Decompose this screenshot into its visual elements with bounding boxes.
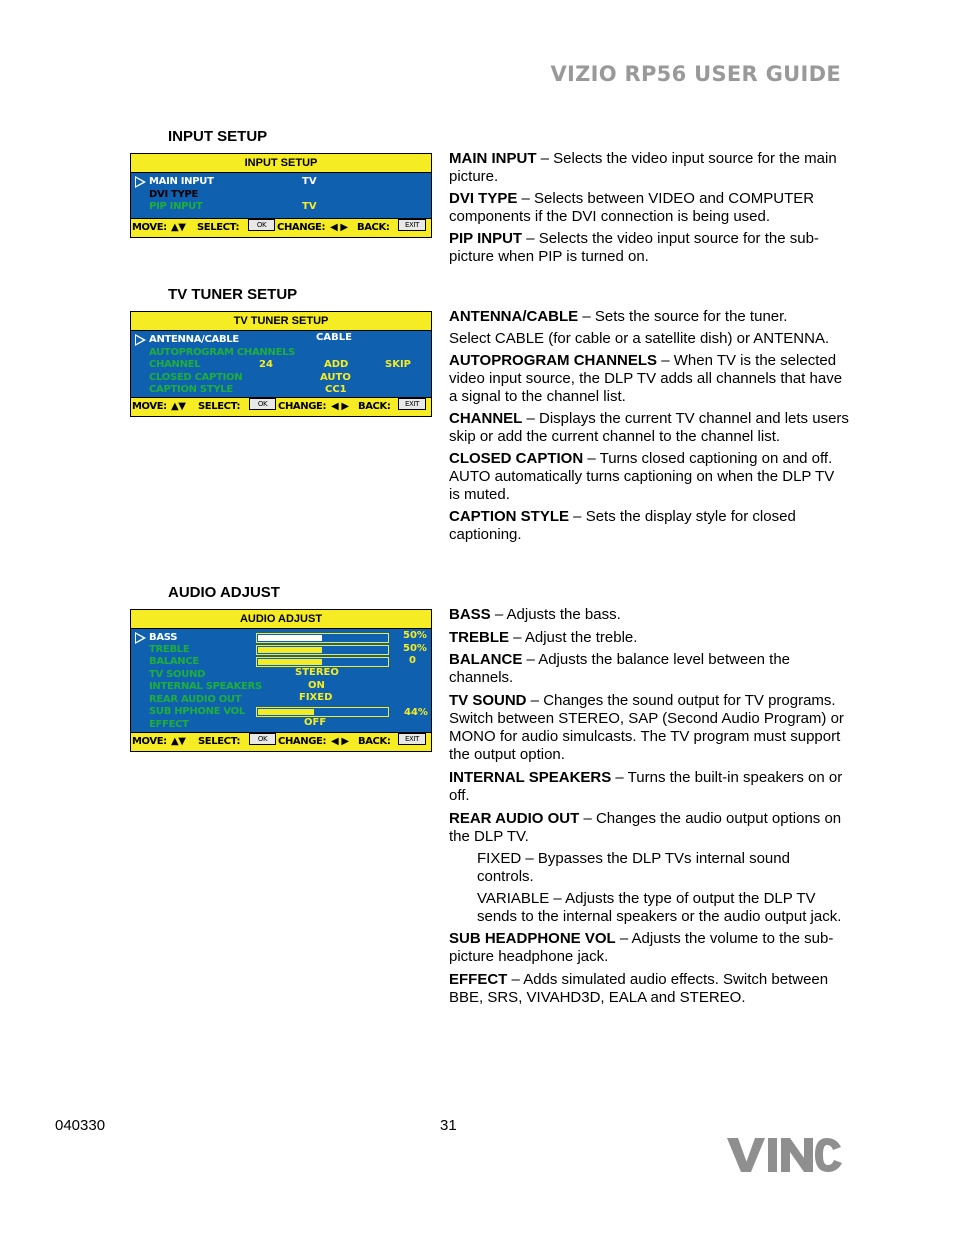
move-label: MOVE: xyxy=(132,736,167,747)
description-closed-caption: CLOSED CAPTION – Turns closed captioning on and off. AUTO automatically turns captioning on when the DLP TV is muted. xyxy=(449,450,835,503)
level-bar-fill xyxy=(258,659,322,665)
description-autoprogram-channels: AUTOPROGRAM CHANNELS – When TV is the selected video input source, the DLP TV adds all channels that have a signal to the channel list. xyxy=(449,352,843,405)
page-number: 31 xyxy=(440,1117,457,1134)
menu-row-pip-input[interactable] xyxy=(131,200,431,213)
description-internal-speakers: INTERNAL SPEAKERS – Turns the built-in speakers on or off. xyxy=(449,769,843,804)
description-variable: VARIABLE – Adjusts the type of output the DLP TV sends to the internal speakers or the audio output jack. xyxy=(477,890,842,925)
up-down-arrows-icon: ▲▼ xyxy=(171,401,186,412)
input-setup-descriptions xyxy=(449,150,849,266)
menu-row-value: TV xyxy=(302,176,317,187)
menu-row-label: DVI TYPE xyxy=(149,189,199,200)
left-right-arrows-icon: ◀ ▶ xyxy=(331,736,349,747)
menu-row-value: CC1 xyxy=(325,384,347,395)
menu-row-label: AUTOPROGRAM CHANNELS xyxy=(149,347,296,358)
tv-tuner-setup-menu xyxy=(130,311,432,417)
menu-row-main-input[interactable] xyxy=(131,175,431,188)
select-label: SELECT: xyxy=(198,736,241,747)
menu-row-label: PIP INPUT xyxy=(149,201,203,212)
description-select-cable: Select CABLE (for cable or a satellite dish) or ANTENNA. xyxy=(449,330,830,347)
menu-row-label: CHANNEL xyxy=(149,359,201,370)
description-channel: CHANNEL – Displays the current TV channel and lets users skip or add the current channel to the channel list. xyxy=(449,410,849,445)
menu-row-sub-hphone-vol[interactable] xyxy=(131,705,431,718)
menu-row-value-2: SKIP xyxy=(385,359,412,370)
ok-key-icon: OK xyxy=(249,733,276,745)
selection-arrow-icon xyxy=(135,176,146,188)
menu-footer xyxy=(131,397,431,416)
menu-row-caption-style[interactable] xyxy=(131,383,431,396)
menu-row-label: BASS xyxy=(149,632,178,643)
section-heading-tv-tuner-setup: TV TUNER SETUP xyxy=(168,286,298,303)
ok-key-icon: OK xyxy=(249,398,276,410)
menu-row-balance[interactable] xyxy=(131,655,431,668)
menu-row-value: FIXED xyxy=(299,692,333,703)
document-title: VIZIO RP56 USER GUIDE xyxy=(550,62,841,86)
selection-arrow-icon xyxy=(135,334,146,346)
exit-key-icon: EXIT xyxy=(398,733,426,745)
menu-row-label: REAR AUDIO OUT xyxy=(149,694,242,705)
description-bass: BASS – Adjusts the bass. xyxy=(449,606,621,623)
level-bar[interactable] xyxy=(256,633,389,643)
menu-row-label: SUB HPHONE VOL xyxy=(149,706,245,717)
menu-row-label: CLOSED CAPTION xyxy=(149,372,243,383)
channel-number: 24 xyxy=(259,359,273,370)
input-setup-menu xyxy=(130,153,432,238)
description-caption-style: CAPTION STYLE – Sets the display style for closed captioning. xyxy=(449,508,796,543)
description-effect: EFFECT – Adds simulated audio effects. Switch between BBE, SRS, VIVAHD3D, EALA and STEREO. xyxy=(449,971,829,1006)
ok-key-icon: OK xyxy=(248,219,275,231)
description-antenna-cable: ANTENNA/CABLE – Sets the source for the tuner. xyxy=(449,308,788,325)
menu-row-value: 50% xyxy=(403,643,427,654)
change-label: CHANGE: xyxy=(277,222,326,233)
menu-row-label: BALANCE xyxy=(149,656,199,667)
back-label: BACK: xyxy=(358,401,391,412)
menu-row-label: EFFECT xyxy=(149,719,189,730)
level-bar[interactable] xyxy=(256,645,389,655)
exit-key-icon: EXIT xyxy=(398,398,426,410)
section-heading-input-setup: INPUT SETUP xyxy=(168,128,268,145)
menu-title: AUDIO ADJUST xyxy=(131,610,431,629)
description-balance: BALANCE – Adjusts the balance level between the channels. xyxy=(449,651,791,686)
menu-row-label: TV SOUND xyxy=(149,669,206,680)
menu-row-value: ADD xyxy=(324,359,349,370)
menu-row-value: STEREO xyxy=(295,667,339,678)
section-heading-audio-adjust: AUDIO ADJUST xyxy=(168,584,280,601)
menu-row-value: OFF xyxy=(304,717,327,728)
menu-row-value: 0 xyxy=(409,655,416,666)
description-dvi-type: DVI TYPE – Selects between VIDEO and COMPUTER components if the DVI connection is being used. xyxy=(449,190,815,225)
level-bar-fill xyxy=(258,647,322,653)
back-label: BACK: xyxy=(358,736,391,747)
menu-row-value: TV xyxy=(302,201,317,212)
back-label: BACK: xyxy=(357,222,390,233)
up-down-arrows-icon: ▲▼ xyxy=(171,736,186,747)
description-sub-headphone-vol: SUB HEADPHONE VOL – Adjusts the volume to the sub-picture headphone jack. xyxy=(449,930,834,965)
menu-row-internal-speakers[interactable] xyxy=(131,680,431,693)
level-bar-fill xyxy=(258,635,322,641)
menu-row-value: 44% xyxy=(404,707,428,718)
description-treble: TREBLE – Adjust the treble. xyxy=(449,629,638,646)
description-fixed: FIXED – Bypasses the DLP TVs internal sound controls. xyxy=(477,850,790,885)
exit-key-icon: EXIT xyxy=(398,219,426,231)
menu-footer xyxy=(131,218,431,237)
move-label: MOVE: xyxy=(132,222,167,233)
move-label: MOVE: xyxy=(132,401,167,412)
menu-row-label: TREBLE xyxy=(149,644,190,655)
menu-row-label: CAPTION STYLE xyxy=(149,384,233,395)
change-label: CHANGE: xyxy=(278,401,327,412)
menu-row-value: CABLE xyxy=(316,332,352,343)
description-main-input: MAIN INPUT – Selects the video input source for the main picture. xyxy=(449,150,837,185)
menu-title: TV TUNER SETUP xyxy=(131,312,431,331)
level-bar-fill xyxy=(258,709,314,715)
menu-row-label: MAIN INPUT xyxy=(149,176,214,187)
description-pip-input: PIP INPUT – Selects the video input source for the sub-picture when PIP is turned on. xyxy=(449,230,819,265)
document-number: 040330 xyxy=(55,1117,106,1134)
menu-footer xyxy=(131,732,431,751)
select-label: SELECT: xyxy=(198,401,241,412)
description-tv-sound: TV SOUND – Changes the sound output for TV programs. Switch between STEREO, SAP (Second Audio Program) or MONO for audio simulcasts. The TV program must support the output option. xyxy=(449,692,844,763)
up-down-arrows-icon: ▲▼ xyxy=(171,222,186,233)
menu-row-channel[interactable] xyxy=(131,358,431,371)
vinc-logo-icon xyxy=(727,1135,843,1175)
select-label: SELECT: xyxy=(197,222,240,233)
left-right-arrows-icon: ◀ ▶ xyxy=(331,401,349,412)
left-right-arrows-icon: ◀ ▶ xyxy=(330,222,348,233)
menu-title: INPUT SETUP xyxy=(131,154,431,173)
menu-row-value: AUTO xyxy=(320,372,351,383)
description-rear-audio-out: REAR AUDIO OUT – Changes the audio output options on the DLP TV. xyxy=(449,810,842,845)
change-label: CHANGE: xyxy=(278,736,327,747)
menu-row-label: ANTENNA/CABLE xyxy=(149,334,239,345)
tv-tuner-descriptions xyxy=(449,308,849,544)
menu-row-value: ON xyxy=(308,680,325,691)
menu-row-antenna-cable[interactable] xyxy=(131,333,431,346)
audio-adjust-descriptions xyxy=(449,606,849,1007)
menu-row-label: INTERNAL SPEAKERS xyxy=(149,681,262,692)
menu-row-value: 50% xyxy=(403,630,427,641)
menu-row-effect[interactable] xyxy=(131,718,431,731)
vinc-logo xyxy=(727,1135,843,1180)
audio-adjust-menu xyxy=(130,609,432,752)
